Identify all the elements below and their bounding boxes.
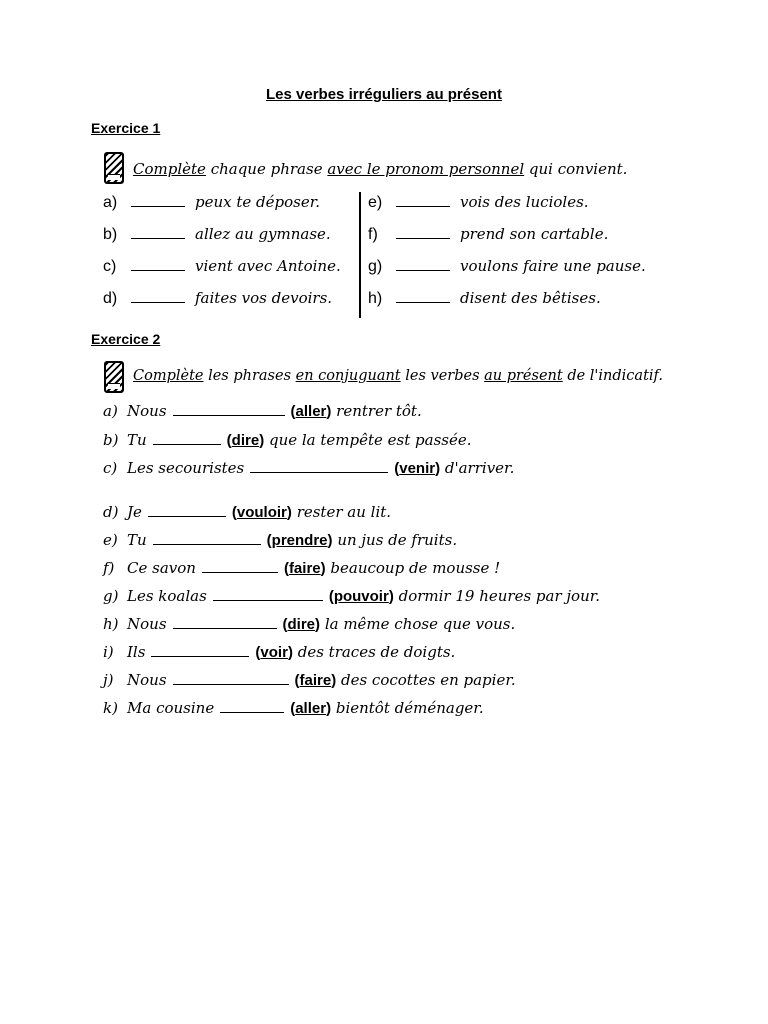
exercise-1-left-column bbox=[103, 193, 341, 321]
answer-blank[interactable] bbox=[173, 672, 289, 685]
list-item: i) Ils (voir) des traces de doigts. bbox=[103, 643, 456, 661]
answer-blank[interactable] bbox=[396, 194, 450, 207]
list-item: f) Ce savon (faire) beaucoup de mousse ! bbox=[103, 559, 501, 577]
list-item: a) peux te déposer. bbox=[103, 193, 321, 211]
list-item: g) voulons faire une pause. bbox=[368, 257, 646, 275]
page-title: Les verbes irréguliers au présent bbox=[266, 86, 502, 103]
list-item: e) vois des lucioles. bbox=[368, 193, 589, 211]
column-divider bbox=[359, 192, 361, 318]
exercise-2-heading: Exercice 2 bbox=[91, 331, 161, 347]
list-item: k) Ma cousine (aller) bientôt déménager. bbox=[103, 699, 484, 717]
answer-blank[interactable] bbox=[396, 226, 450, 239]
answer-blank[interactable] bbox=[250, 460, 388, 473]
answer-blank[interactable] bbox=[173, 616, 277, 629]
notebook-icon bbox=[104, 152, 124, 184]
answer-blank[interactable] bbox=[396, 290, 450, 303]
exercise-1-heading: Exercice 1 bbox=[91, 120, 161, 136]
answer-blank[interactable] bbox=[131, 258, 185, 271]
exercise-2-instruction: Complète les phrases en conjuguant les verbes au présent de l'indicatif. bbox=[133, 368, 663, 384]
list-item: c) vient avec Antoine. bbox=[103, 257, 341, 275]
list-item: h) Nous (dire) la même chose que vous. bbox=[103, 615, 516, 633]
list-item: c) Les secouristes (venir) d'arriver. bbox=[103, 459, 515, 477]
list-item: j) Nous (faire) des cocottes en papier. bbox=[103, 671, 516, 689]
list-item: b) Tu (dire) que la tempête est passée. bbox=[103, 431, 472, 449]
answer-blank[interactable] bbox=[153, 532, 261, 545]
list-item: d) Je (vouloir) rester au lit. bbox=[103, 503, 392, 521]
exercise-1-right-column bbox=[368, 193, 646, 321]
answer-blank[interactable] bbox=[131, 194, 185, 207]
answer-blank[interactable] bbox=[220, 700, 284, 713]
list-item: h) disent des bêtises. bbox=[368, 289, 601, 307]
list-item: d) faites vos devoirs. bbox=[103, 289, 333, 307]
list-item: g) Les koalas (pouvoir) dormir 19 heures par jour. bbox=[103, 587, 601, 605]
answer-blank[interactable] bbox=[153, 432, 221, 445]
answer-blank[interactable] bbox=[151, 644, 249, 657]
answer-blank[interactable] bbox=[131, 290, 185, 303]
answer-blank[interactable] bbox=[202, 560, 278, 573]
answer-blank[interactable] bbox=[148, 504, 226, 517]
list-item: b) allez au gymnase. bbox=[103, 225, 331, 243]
list-item: f) prend son cartable. bbox=[368, 225, 609, 243]
answer-blank[interactable] bbox=[396, 258, 450, 271]
answer-blank[interactable] bbox=[173, 403, 285, 416]
notebook-icon bbox=[104, 361, 124, 393]
list-item: a) Nous (aller) rentrer tôt. bbox=[103, 402, 422, 420]
exercise-1-instruction: Complète chaque phrase avec le pronom personnel qui convient. bbox=[133, 160, 628, 178]
list-item: e) Tu (prendre) un jus de fruits. bbox=[103, 531, 458, 549]
answer-blank[interactable] bbox=[213, 588, 323, 601]
answer-blank[interactable] bbox=[131, 226, 185, 239]
